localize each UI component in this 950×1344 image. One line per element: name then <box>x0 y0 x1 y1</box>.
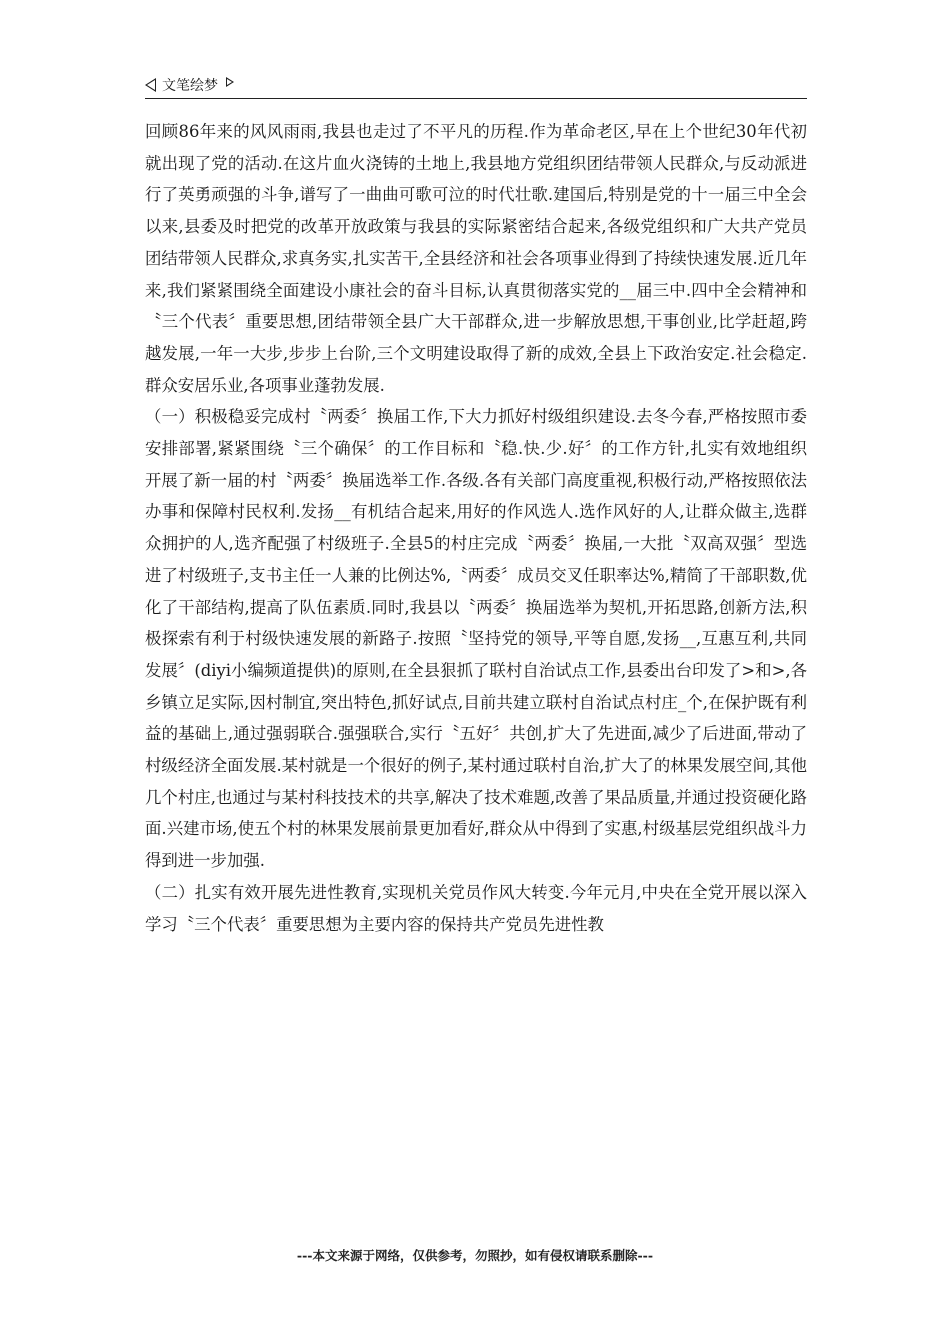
footer-disclaimer: ---本文来源于网络，仅供参考，勿照抄，如有侵权请联系删除--- <box>296 1248 654 1263</box>
paragraph-section-one: （一）积极稳妥完成村〝两委〞换届工作,下大力抓好村级组织建设.去冬今春,严格按照市委安排部署,紧紧围绕〝三个确保〞的工作目标和〝稳.快.少.好〞的工作方针,扎实有效地组织开展了新一届的村〝两委〞换届选举工作.各级.各有关部门高度重视,积极行动,严格按照依法办事和保障村民权利.发扬__有机结合起来,用好的作风选人.选作风好的人,让群众做主,选群众拥护的人,选齐配强了村级班子.全县5的村庄完成〝两委〞换届,一大批〝双高双强〞型选进了村级班子,支书主任一人兼的比例达%,〝两委〞成员交叉任职率达%,精简了干部职数,优化了干部结构,提高了队伍素质.同时,我县以〝两委〞换届选举为契机,开拓思路,创新方法,积极探索有利于村级快速发展的新路子.按照〝坚持党的领导,平等自愿,发扬__,互惠互利,共同发展〞(diyi小编频道提供)的原则,在全县狠抓了联村自治试点工作,县委出台印发了>和>,各乡镇立足实际,因村制宜,突出特色,抓好试点,目前共建立联村自治试点村庄_个,在保护既有利益的基础上,通过强弱联合.强强联合,实行〝五好〞共创,扩大了先进面,减少了后进面,带动了村级经济全面发展.某村就是一个很好的例子,某村通过联村自治,扩大了的林果发展空间,其他几个村庄,也通过与某村科技技术的共享,解决了技术难题,改善了果品质量,并通过投资硬化路面.兴建市场,使五个村的林果发展前景更加看好,群众从中得到了实惠,村级基层党组织战斗力得到进一步加强. <box>145 407 807 871</box>
paragraph-intro: 回顾86年来的风风雨雨,我县也走过了不平凡的历程.作为革命老区,早在上个世纪30年代初就出现了党的活动.在这片血火浇铸的土地上,我县地方党组织团结带领人民群众,与反动派进行了英勇顽强的斗争,谱写了一曲曲可歌可泣的时代壮歌.建国后,特别是党的十一届三中全会以来,县委及时把党的改革开放政策与我县的实际紧密结合起来,各级党组织和广大共产党员团结带领人民群众,求真务实,扎实苦干,全县经济和社会各项事业得到了持续快速发展.近几年来,我们紧紧围绕全面建设小康社会的奋斗目标,认真贯彻落实党的__届三中.四中全会精神和〝三个代表〞重要思想,团结带领全县广大干部群众,进一步解放思想,干事创业,比学赶超,跨越发展,一年一大步,步步上台阶,三个文明建设取得了新的成效,全县上下政治安定.社会稳定.群众安居乐业,各项事业蓬勃发展. <box>145 122 807 395</box>
page-header <box>145 72 807 99</box>
paragraph-section-two: （二）扎实有效开展先进性教育,实现机关党员作风大转变.今年元月,中央在全党开展以深入学习〝三个代表〞重要思想为主要内容的保持共产党员先进性教 <box>145 882 807 934</box>
document-body <box>145 116 807 940</box>
header-title: 文笔绘梦 <box>162 78 218 94</box>
triangle-right-icon <box>226 77 234 87</box>
triangle-left-icon <box>145 78 156 92</box>
